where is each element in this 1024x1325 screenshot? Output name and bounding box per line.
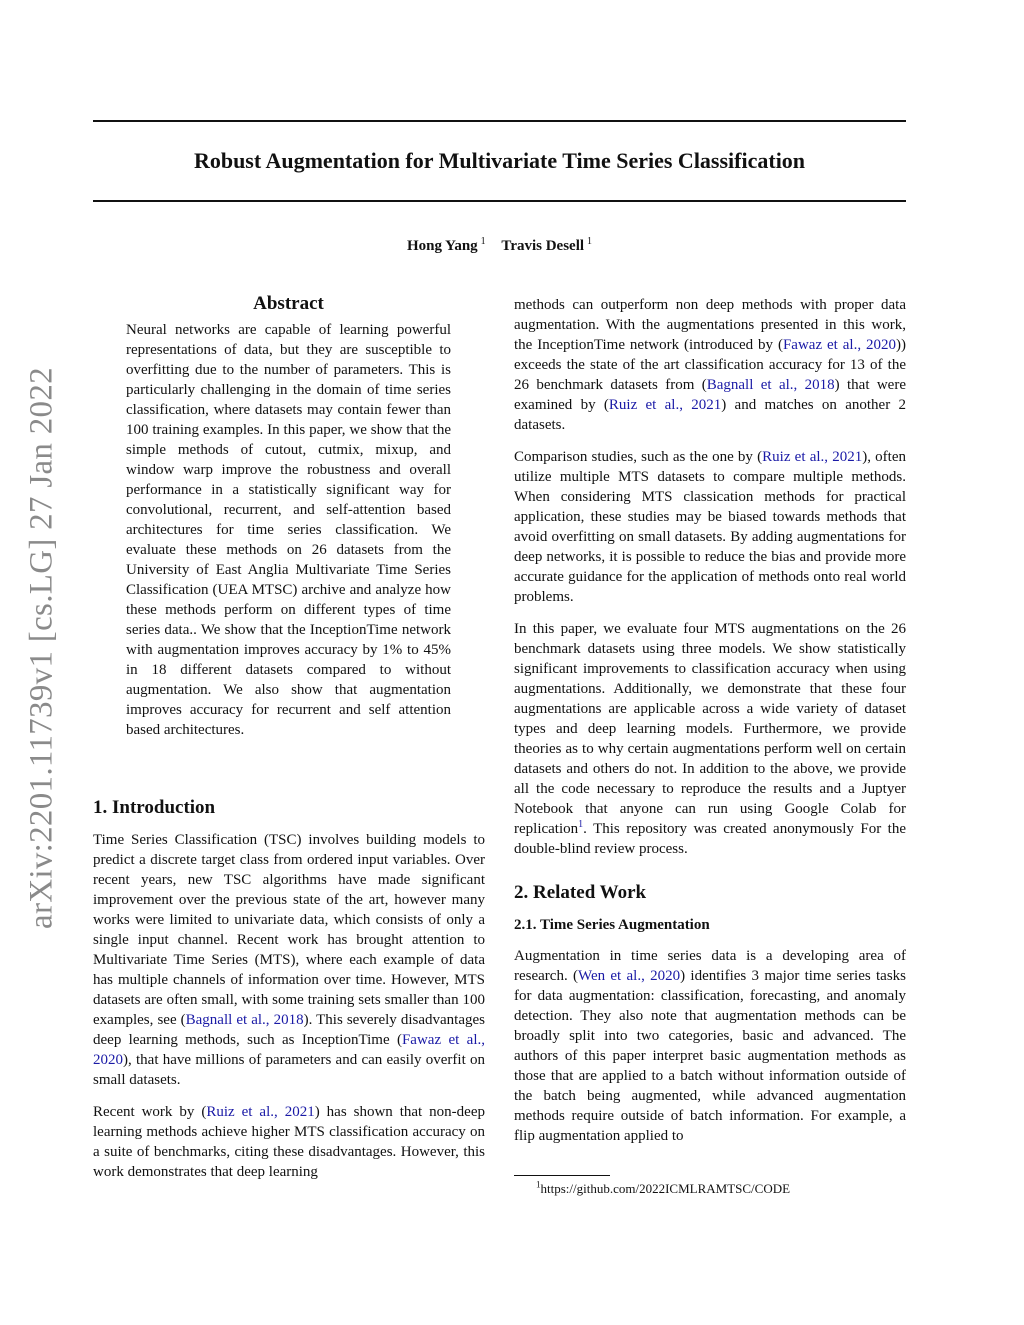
- paper-title: Robust Augmentation for Multivariate Time Series Classification: [193, 148, 806, 173]
- citation-link[interactable]: Ruiz et al., 2021: [608, 397, 722, 413]
- author: [407, 238, 486, 254]
- augmentation-subheading: 2.1. Time Series Augmentation: [514, 917, 710, 933]
- citation-link[interactable]: Fawaz et al., 2020: [93, 1032, 485, 1068]
- author-affiliation: 1: [587, 236, 593, 247]
- title-rule-top: [93, 120, 906, 122]
- abstract-heading: Abstract: [253, 293, 324, 314]
- footnote: [514, 1180, 906, 1198]
- right-column: [514, 295, 906, 1146]
- related-work-heading: 2. Related Work: [514, 882, 647, 903]
- author: [501, 238, 592, 254]
- author-list: [93, 236, 906, 256]
- author-affiliation: 1: [480, 236, 486, 247]
- intro-paragraph-3: methods can outperform non deep methods with proper data augmentation. With the augmentations presented in this work, the InceptionTime network (introduced by (Fawaz et al., 2020)) exceeds the state of the art classification accuracy for 13 of the 26 benchmark datasets from (Bagnall et al., 2018) that were examined by (Ruiz et al., 2021) and matches on another 2 datasets.: [514, 297, 906, 433]
- citation-link[interactable]: Bagnall et al., 2018: [706, 377, 835, 393]
- footnote-marker[interactable]: 1: [578, 819, 584, 830]
- intro-paragraph-4: Comparison studies, such as the one by (Ruiz et al., 2021), often utilize multiple MTS datasets to compare multiple methods. When considering MTS classication methods for practical application, these studies may be biased towards methods that avoid overfitting on small datasets. By adding augmentations for deep networks, it is possible to reduce the bias and provide more accurate guidance for the application of methods onto real world problems.: [514, 449, 907, 605]
- citation-link[interactable]: Ruiz et al., 2021: [762, 449, 863, 465]
- intro-paragraph-1: Time Series Classification (TSC) involves building models to predict a discrete target class from ordered input variables. Over recent years, new TSC algorithms have made significant improvement over the previous state of the art, however many works were limited to univariate data, which consists of only a single input channel. Recent work has brought attention to Multivariate Time Series (MTS), where each example of data has multiple channels of information over time. However, MTS datasets are often small, with some training sets smaller than 100 examples, see (Bagnall et al., 2018). This severely disadvantages deep learning methods, such as InceptionTime (Fawaz et al., 2020), that have millions of parameters and can easily overfit on small datasets.: [93, 832, 485, 1088]
- footnote-url[interactable]: https://github.com/2022ICMLRAMTSC/CODE: [540, 1181, 791, 1196]
- title-rule-bottom: [93, 200, 906, 202]
- citation-link[interactable]: Fawaz et al., 2020: [782, 337, 896, 353]
- left-column: [93, 796, 485, 1182]
- footnote-number: 1: [536, 1179, 541, 1190]
- related-paragraph-1: Augmentation in time series data is a developing area of research. (Wen et al., 2020) identifies 3 major time series tasks for data augmentation: classification, forecasting, and anomaly detection. They also note that augmentation methods can be broadly split into two categories, basic and advanced. The authors of this paper interpret basic augmentation methods as those that are applied to a batch without information outside of the batch being augmented, while advanced augmentation methods require outside of batch information. For example, a flip augmentation applied to: [514, 948, 906, 1144]
- citation-link[interactable]: Wen et al., 2020: [578, 968, 681, 984]
- arxiv-stamp: arXiv:2201.11739v1 [cs.LG] 27 Jan 2022: [23, 367, 60, 929]
- intro-paragraph-2: Recent work by (Ruiz et al., 2021) has shown that non-deep learning methods achieve higher MTS classification accuracy on a suite of benchmarks, citing these disadvantages. However, this work demonstrates that deep learning: [93, 1104, 485, 1180]
- footnote-rule: [514, 1175, 610, 1176]
- intro-heading: 1. Introduction: [93, 797, 216, 818]
- author-name: Travis Desell: [501, 238, 585, 254]
- author-name: Hong Yang: [406, 238, 478, 254]
- abstract-text: Neural networks are capable of learning powerful representations of data, but they are susceptible to overfitting due to the number of parameters. This is particularly challenging in the domain of time series classification, where datasets may contain fewer than 100 training examples. In this paper, we show that the simple methods of cutout, cutmix, mixup, and window warp improve the robustness and overall performance in a statistically significant way for convolutional, recurrent, and self-attention based architectures for time series classification. We evaluate these methods on 26 datasets from the University of East Anglia Multivariate Time Series Classification (UEA MTSC) archive and analyze how these methods perform on different types of time series data.. We show that the InceptionTime network with augmentation improves accuracy by 1% to 45% in 18 different datasets compared to without augmentation. We also show that augmentation improves accuracy for recurrent and self attention based architectures.: [126, 322, 451, 738]
- citation-link[interactable]: Bagnall et al., 2018: [185, 1012, 304, 1028]
- intro-paragraph-5: In this paper, we evaluate four MTS augmentations on the 26 benchmark datasets using three models. We show statistically significant improvements to classification accuracy when using augmentations. Additionally, we demonstrate that these four augmentations are applicable across a wide variety of dataset types and deep learning models. Furthermore, we provide theories as to why certain augmentations perform well on certain datasets and others do not. In addition to the above, we provide all the code necessary to reproduce the results and a Juptyer Notebook that anyone can run using Google Colab for replication$^1$. This repository was created anonymously For the double-blind review process.: [514, 621, 906, 857]
- citation-link[interactable]: Ruiz et al., 2021: [206, 1104, 315, 1120]
